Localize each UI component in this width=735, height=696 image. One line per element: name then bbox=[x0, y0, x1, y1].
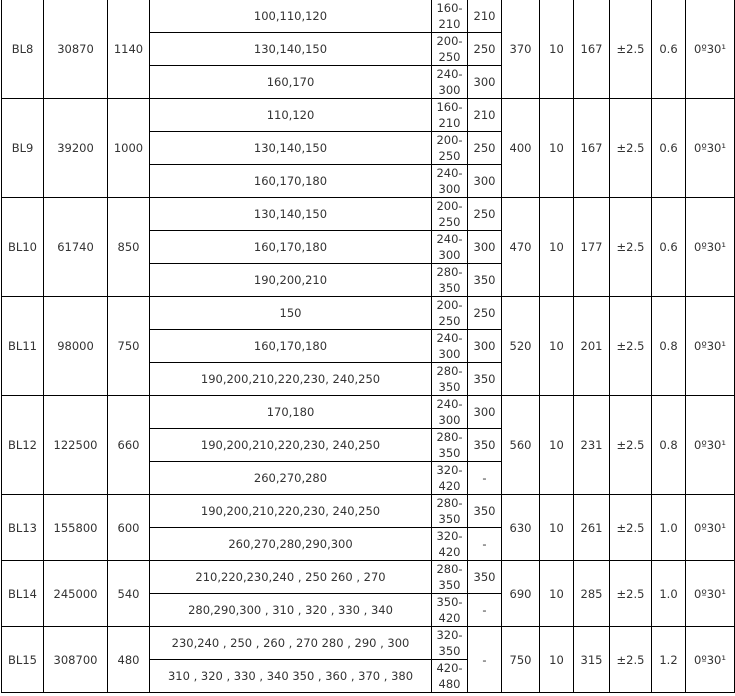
dim-a-cell: 370 bbox=[502, 0, 540, 99]
value-cell: 300 bbox=[468, 396, 502, 429]
speed-cell: 1000 bbox=[108, 99, 150, 198]
diameters-cell: 160,170,180 bbox=[150, 231, 432, 264]
range-cell: 160-210 bbox=[432, 0, 468, 33]
table-row bbox=[2, 297, 735, 330]
range-cell: 280-350 bbox=[432, 264, 468, 297]
dim-a-cell: 690 bbox=[502, 561, 540, 627]
model-cell: BL15 bbox=[2, 627, 44, 693]
table-body bbox=[2, 0, 735, 693]
range-cell: 240-300 bbox=[432, 165, 468, 198]
value-cell: 250 bbox=[468, 33, 502, 66]
angle-cell: 0º30¹ bbox=[686, 495, 735, 561]
diameters-cell: 170,180 bbox=[150, 396, 432, 429]
dim-c-cell: 177 bbox=[574, 198, 610, 297]
load-cell: 122500 bbox=[44, 396, 108, 495]
dim-b-cell: 10 bbox=[540, 495, 574, 561]
diameters-cell: 160,170 bbox=[150, 66, 432, 99]
table-row bbox=[2, 396, 735, 429]
value-cell: 250 bbox=[468, 297, 502, 330]
range-cell: 200-250 bbox=[432, 198, 468, 231]
table-row bbox=[2, 99, 735, 132]
table-row bbox=[2, 198, 735, 231]
table-row bbox=[2, 561, 735, 594]
value-cell: - bbox=[468, 594, 502, 627]
range-cell: 240-300 bbox=[432, 66, 468, 99]
dim-a-cell: 400 bbox=[502, 99, 540, 198]
range-cell: 280-350 bbox=[432, 495, 468, 528]
value-cell: - bbox=[468, 627, 502, 693]
value-cell: 300 bbox=[468, 330, 502, 363]
range-cell: 280-350 bbox=[432, 429, 468, 462]
dim-b-cell: 10 bbox=[540, 561, 574, 627]
value-cell: 350 bbox=[468, 264, 502, 297]
range-cell: 240-300 bbox=[432, 396, 468, 429]
model-cell: BL11 bbox=[2, 297, 44, 396]
range-cell: 200-250 bbox=[432, 33, 468, 66]
range-cell: 200-250 bbox=[432, 297, 468, 330]
load-cell: 39200 bbox=[44, 99, 108, 198]
diameters-cell: 260,270,280,290,300 bbox=[150, 528, 432, 561]
dim-b-cell: 10 bbox=[540, 297, 574, 396]
diameters-cell: 190,200,210,220,230, 240,250 bbox=[150, 363, 432, 396]
d-cell: 0.6 bbox=[652, 99, 686, 198]
d-cell: 0.6 bbox=[652, 0, 686, 99]
model-cell: BL14 bbox=[2, 561, 44, 627]
value-cell: - bbox=[468, 462, 502, 495]
range-cell: 350-420 bbox=[432, 594, 468, 627]
angle-cell: 0º30¹ bbox=[686, 198, 735, 297]
load-cell: 245000 bbox=[44, 561, 108, 627]
load-cell: 30870 bbox=[44, 0, 108, 99]
range-cell: 320-420 bbox=[432, 528, 468, 561]
range-cell: 320-350 bbox=[432, 627, 468, 660]
model-cell: BL10 bbox=[2, 198, 44, 297]
dim-b-cell: 10 bbox=[540, 396, 574, 495]
value-cell: - bbox=[468, 528, 502, 561]
angle-cell: 0º30¹ bbox=[686, 396, 735, 495]
speed-cell: 540 bbox=[108, 561, 150, 627]
tolerance-cell: ±2.5 bbox=[610, 495, 652, 561]
range-cell: 320-420 bbox=[432, 462, 468, 495]
load-cell: 61740 bbox=[44, 198, 108, 297]
value-cell: 250 bbox=[468, 132, 502, 165]
value-cell: 250 bbox=[468, 198, 502, 231]
load-cell: 308700 bbox=[44, 627, 108, 693]
diameters-cell: 130,140,150 bbox=[150, 198, 432, 231]
dim-b-cell: 10 bbox=[540, 198, 574, 297]
diameters-cell: 260,270,280 bbox=[150, 462, 432, 495]
diameters-cell: 150 bbox=[150, 297, 432, 330]
value-cell: 300 bbox=[468, 231, 502, 264]
diameters-cell: 100,110,120 bbox=[150, 0, 432, 33]
diameters-cell: 160,170,180 bbox=[150, 165, 432, 198]
dim-b-cell: 10 bbox=[540, 0, 574, 99]
dim-c-cell: 231 bbox=[574, 396, 610, 495]
diameters-cell: 280,290,300 , 310 , 320 , 330 , 340 bbox=[150, 594, 432, 627]
tolerance-cell: ±2.5 bbox=[610, 396, 652, 495]
load-cell: 98000 bbox=[44, 297, 108, 396]
value-cell: 210 bbox=[468, 99, 502, 132]
diameters-cell: 130,140,150 bbox=[150, 132, 432, 165]
speed-cell: 850 bbox=[108, 198, 150, 297]
speed-cell: 1140 bbox=[108, 0, 150, 99]
range-cell: 280-350 bbox=[432, 363, 468, 396]
d-cell: 1.2 bbox=[652, 627, 686, 693]
model-cell: BL9 bbox=[2, 99, 44, 198]
model-cell: BL12 bbox=[2, 396, 44, 495]
dim-c-cell: 167 bbox=[574, 0, 610, 99]
tolerance-cell: ±2.5 bbox=[610, 297, 652, 396]
value-cell: 210 bbox=[468, 0, 502, 33]
range-cell: 420-480 bbox=[432, 660, 468, 693]
value-cell: 350 bbox=[468, 363, 502, 396]
dim-c-cell: 167 bbox=[574, 99, 610, 198]
dim-c-cell: 285 bbox=[574, 561, 610, 627]
coupling-spec-table bbox=[1, 0, 735, 693]
dim-a-cell: 520 bbox=[502, 297, 540, 396]
angle-cell: 0º30¹ bbox=[686, 297, 735, 396]
speed-cell: 750 bbox=[108, 297, 150, 396]
range-cell: 280-350 bbox=[432, 561, 468, 594]
value-cell: 350 bbox=[468, 429, 502, 462]
angle-cell: 0º30¹ bbox=[686, 627, 735, 693]
dim-a-cell: 750 bbox=[502, 627, 540, 693]
speed-cell: 660 bbox=[108, 396, 150, 495]
dim-a-cell: 470 bbox=[502, 198, 540, 297]
value-cell: 300 bbox=[468, 165, 502, 198]
model-cell: BL8 bbox=[2, 0, 44, 99]
value-cell: 300 bbox=[468, 66, 502, 99]
d-cell: 1.0 bbox=[652, 561, 686, 627]
diameters-cell: 190,200,210,220,230, 240,250 bbox=[150, 495, 432, 528]
diameters-cell: 160,170,180 bbox=[150, 330, 432, 363]
dim-b-cell: 10 bbox=[540, 99, 574, 198]
dim-a-cell: 560 bbox=[502, 396, 540, 495]
d-cell: 1.0 bbox=[652, 495, 686, 561]
table-row bbox=[2, 0, 735, 33]
diameters-cell: 190,200,210 bbox=[150, 264, 432, 297]
value-cell: 350 bbox=[468, 561, 502, 594]
angle-cell: 0º30¹ bbox=[686, 561, 735, 627]
dim-b-cell: 10 bbox=[540, 627, 574, 693]
range-cell: 160-210 bbox=[432, 99, 468, 132]
table-row bbox=[2, 627, 735, 660]
load-cell: 155800 bbox=[44, 495, 108, 561]
dim-c-cell: 261 bbox=[574, 495, 610, 561]
tolerance-cell: ±2.5 bbox=[610, 99, 652, 198]
tolerance-cell: ±2.5 bbox=[610, 627, 652, 693]
diameters-cell: 310 , 320 , 330 , 340 350 , 360 , 370 , 380 bbox=[150, 660, 432, 693]
diameters-cell: 190,200,210,220,230, 240,250 bbox=[150, 429, 432, 462]
angle-cell: 0º30¹ bbox=[686, 0, 735, 99]
range-cell: 240-300 bbox=[432, 330, 468, 363]
d-cell: 0.8 bbox=[652, 297, 686, 396]
dim-a-cell: 630 bbox=[502, 495, 540, 561]
d-cell: 0.6 bbox=[652, 198, 686, 297]
diameters-cell: 210,220,230,240 , 250 260 , 270 bbox=[150, 561, 432, 594]
diameters-cell: 110,120 bbox=[150, 99, 432, 132]
value-cell: 350 bbox=[468, 495, 502, 528]
speed-cell: 480 bbox=[108, 627, 150, 693]
dim-c-cell: 315 bbox=[574, 627, 610, 693]
tolerance-cell: ±2.5 bbox=[610, 561, 652, 627]
table-row bbox=[2, 495, 735, 528]
range-cell: 200-250 bbox=[432, 132, 468, 165]
angle-cell: 0º30¹ bbox=[686, 99, 735, 198]
model-cell: BL13 bbox=[2, 495, 44, 561]
tolerance-cell: ±2.5 bbox=[610, 198, 652, 297]
diameters-cell: 130,140,150 bbox=[150, 33, 432, 66]
speed-cell: 600 bbox=[108, 495, 150, 561]
dim-c-cell: 201 bbox=[574, 297, 610, 396]
range-cell: 240-300 bbox=[432, 231, 468, 264]
d-cell: 0.8 bbox=[652, 396, 686, 495]
tolerance-cell: ±2.5 bbox=[610, 0, 652, 99]
diameters-cell: 230,240 , 250 , 260 , 270 280 , 290 , 300 bbox=[150, 627, 432, 660]
